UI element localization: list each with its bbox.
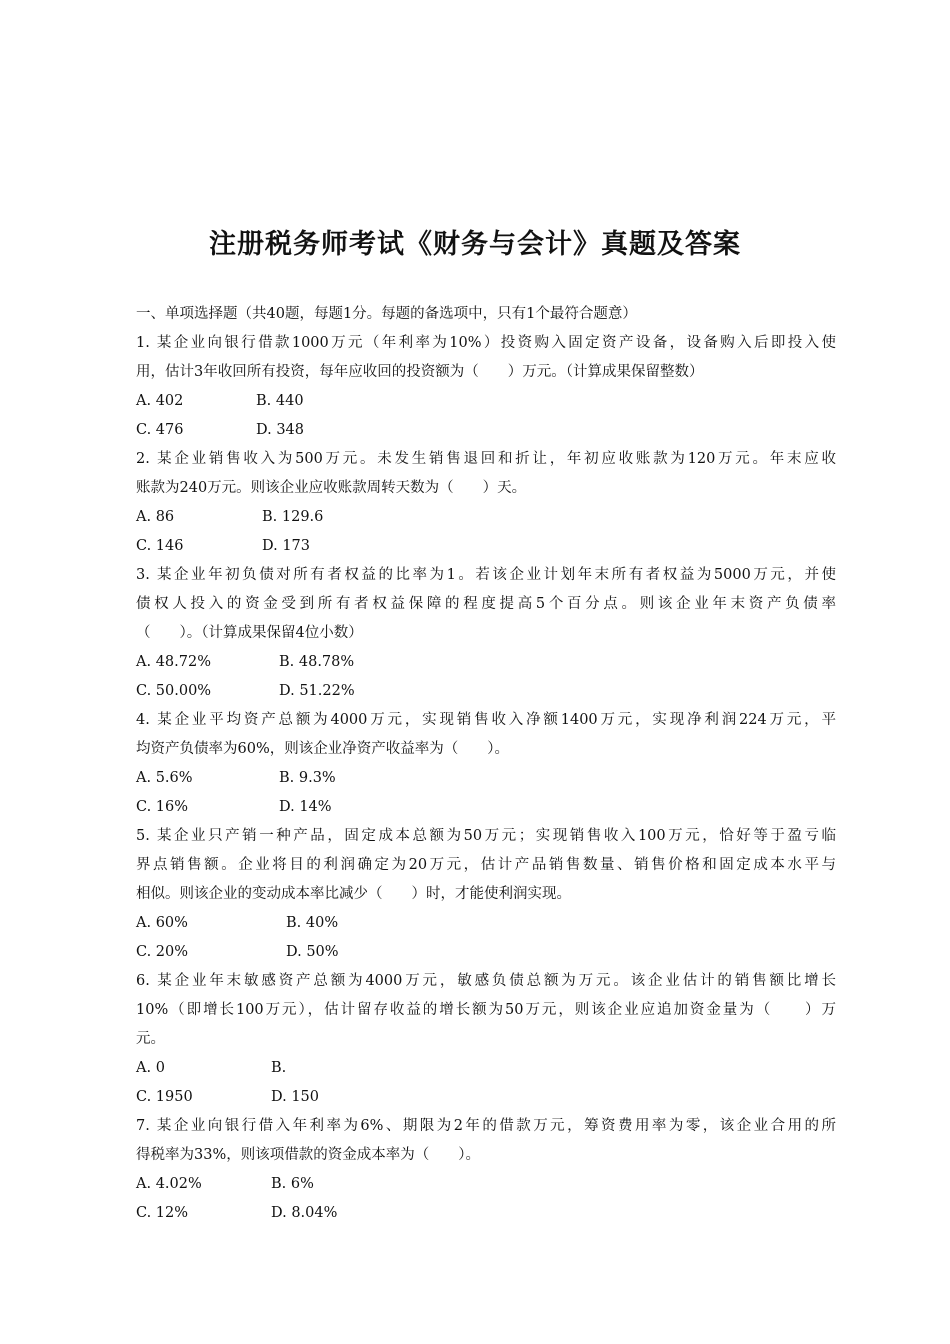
option-row	[136, 1170, 836, 1199]
option-d: D. 150	[271, 1089, 320, 1105]
question-text-line: （ ）。（计算成果保留4位小数）	[136, 625, 363, 641]
question-text-line: 均资产负债率为60%，则该企业净资产收益率为（ ）。	[136, 741, 509, 757]
option-d: D. 8.04%	[271, 1205, 338, 1221]
question-2	[136, 445, 836, 561]
option-row	[136, 648, 836, 677]
option-c: C. 12%	[136, 1205, 189, 1221]
option-d: D. 14%	[279, 799, 332, 815]
option-row	[136, 764, 836, 793]
option-d: D. 50%	[286, 944, 339, 960]
option-row	[136, 503, 836, 532]
option-row	[136, 1083, 836, 1112]
option-b: B. 440	[256, 393, 304, 409]
question-1	[136, 329, 836, 445]
question-7	[136, 1112, 836, 1228]
option-a: A. 48.72%	[136, 654, 211, 670]
section-heading: 一、单项选择题（共40题，每题1分。每题的备选项中，只有1个最符合题意）	[136, 306, 637, 322]
option-c: C. 476	[136, 422, 184, 438]
option-d: D. 348	[256, 422, 305, 438]
option-a: A. 60%	[136, 915, 188, 931]
question-text-line: 账款为240万元。则该企业应收账款周转天数为（ ）天。	[136, 480, 527, 496]
question-text-line: 元。	[136, 1031, 165, 1047]
option-a: A. 86	[136, 509, 175, 525]
question-text-line: 7. 某企业向银行借入年利率为6%、期限为2年的借款万元，筹资费用率为零，该企业合用的所	[136, 1118, 836, 1134]
option-row	[136, 1054, 836, 1083]
option-row	[136, 532, 836, 561]
option-c: C. 1950	[136, 1089, 193, 1105]
option-c: C. 146	[136, 538, 184, 554]
question-3	[136, 561, 836, 706]
option-c: C. 16%	[136, 799, 189, 815]
question-text-line: 10%（即增长100万元），估计留存收益的增长额为50万元，则该企业应追加资金量为（ ）万	[136, 1002, 836, 1018]
option-b: B. 40%	[286, 915, 339, 931]
question-4	[136, 706, 836, 822]
option-b: B. 9.3%	[279, 770, 336, 786]
option-a: A. 4.02%	[136, 1176, 202, 1192]
option-a: A. 0	[136, 1060, 165, 1076]
question-text-line: 债权人投入的资金受到所有者权益保障的程度提高5个百分点。则该企业年末资产负债率	[136, 596, 836, 612]
option-d: D. 173	[262, 538, 311, 554]
option-row	[136, 938, 836, 967]
question-text-line: 界点销售额。企业将目的利润确定为20万元，估计产品销售数量、销售价格和固定成本水平与	[136, 857, 836, 873]
option-b: B.	[271, 1060, 287, 1076]
option-row	[136, 387, 836, 416]
option-row	[136, 416, 836, 445]
question-text-line: 3. 某企业年初负债对所有者权益的比率为1。若该企业计划年末所有者权益为5000万元，并使	[136, 567, 836, 583]
option-row	[136, 909, 836, 938]
option-row	[136, 793, 836, 822]
question-5	[136, 822, 836, 967]
question-text-line: 4. 某企业平均资产总额为4000万元，实现销售收入净额1400万元，实现净利润224万元，平	[136, 712, 836, 728]
option-b: B. 48.78%	[279, 654, 355, 670]
option-a: A. 402	[136, 393, 184, 409]
question-text-line: 2. 某企业销售收入为500万元。未发生销售退回和折让，年初应收账款为120万元。年末应收	[136, 451, 836, 467]
option-c: C. 20%	[136, 944, 189, 960]
question-text-line: 得税率为33%，则该项借款的资金成本率为（ ）。	[136, 1147, 480, 1163]
option-b: B. 129.6	[262, 509, 324, 525]
page-title: 注册税务师考试《财务与会计》真题及答案	[209, 229, 741, 260]
question-text-line: 6. 某企业年末敏感资产总额为4000万元，敏感负债总额为万元。该企业估计的销售额比增长	[136, 973, 836, 989]
question-text-line: 相似。则该企业的变动成本率比减少（ ）时，才能使利润实现。	[136, 886, 571, 902]
question-text-line: 1. 某企业向银行借款1000万元（年利率为10%）投资购入固定资产设备，设备购入后即投入使	[136, 335, 836, 351]
option-a: A. 5.6%	[136, 770, 193, 786]
question-6	[136, 967, 836, 1112]
option-d: D. 51.22%	[279, 683, 355, 699]
option-row	[136, 677, 836, 706]
question-text-line: 用，估计3年收回所有投资，每年应收回的投资额为（ ）万元。（计算成果保留整数）	[136, 364, 704, 380]
exam-content	[136, 300, 836, 1228]
option-row	[136, 1199, 836, 1228]
question-text-line: 5. 某企业只产销一种产品，固定成本总额为50万元；实现销售收入100万元，恰好等于盈亏临	[136, 828, 836, 844]
option-b: B. 6%	[271, 1176, 314, 1192]
option-c: C. 50.00%	[136, 683, 212, 699]
